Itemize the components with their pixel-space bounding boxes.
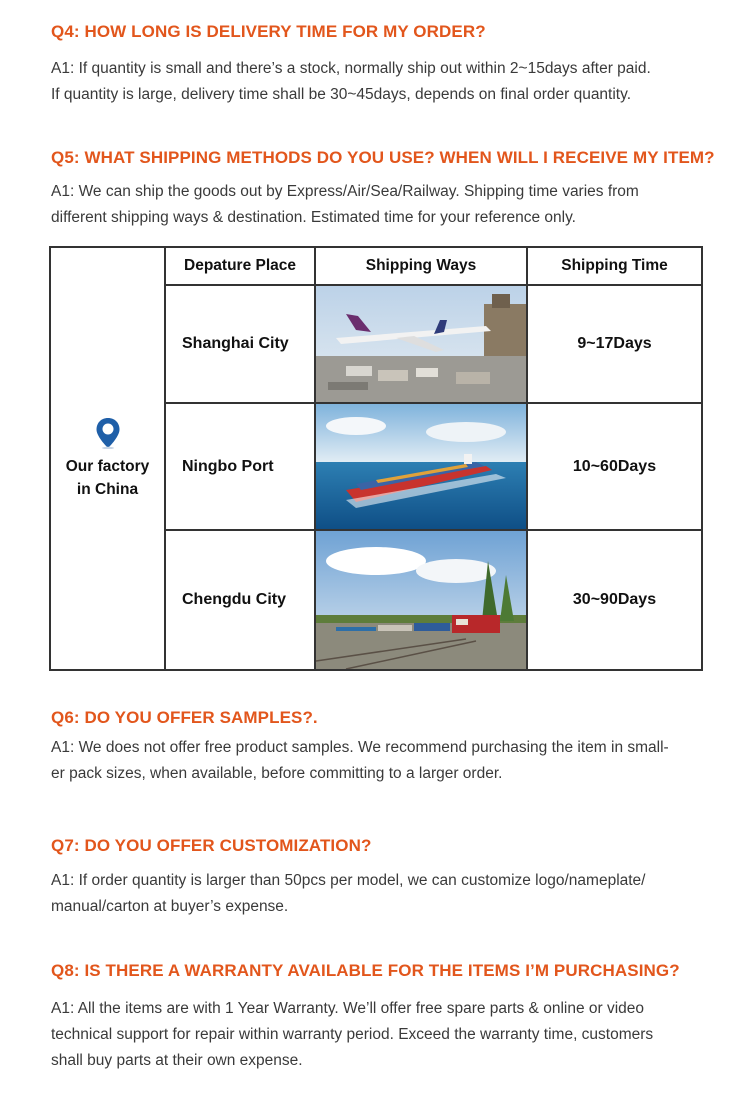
answer-line: If quantity is large, delivery time shall be 30~45days, depends on final order quantity. [51, 86, 632, 103]
location-pin-icon [95, 417, 121, 449]
shipping-table [49, 246, 703, 671]
cargo-ship-photo [315, 403, 527, 530]
row-time: 9~17Days [527, 285, 702, 403]
row-time: 30~90Days [527, 530, 702, 670]
answer-line: A1: If quantity is small and there’s a stock, normally ship out within 2~15days after paid. [51, 60, 651, 77]
freight-train-photo [315, 530, 527, 670]
answer-line: shall buy parts at their own expense. [51, 1052, 303, 1069]
answer-line: manual/carton at buyer’s expense. [51, 898, 289, 915]
answer-line: A1: All the items are with 1 Year Warranty. We’ll offer free spare parts & online or video [51, 1000, 645, 1017]
faq-question-q7: Q7: DO YOU OFFER CUSTOMIZATION? [51, 836, 372, 855]
faq-question-q8: Q8: IS THERE A WARRANTY AVAILABLE FOR THE ITEMS I’M PURCHASING? [51, 961, 680, 980]
origin-label-sub: in China [76, 480, 139, 498]
freight-train-image [316, 531, 526, 669]
faq-answer-q7 [51, 868, 721, 920]
faq-question-q4: Q4: HOW LONG IS DELIVERY TIME FOR MY ORDER? [51, 22, 486, 41]
faq-question-q5: Q5: WHAT SHIPPING METHODS DO YOU USE? WHEN WILL I RECEIVE MY ITEM? [51, 148, 715, 167]
answer-line: A1: We can ship the goods out by Express/Air/Sea/Railway. Shipping time varies from [51, 183, 639, 200]
header-shipping-ways: Shipping Ways [315, 247, 527, 285]
header-shipping-time: Shipping Time [527, 247, 702, 285]
faq-answer-q5 [51, 179, 721, 231]
faq-answer-q8 [51, 996, 721, 1074]
answer-line: different shipping ways & destination. Estimated time for your reference only. [51, 209, 576, 226]
row-time: 10~60Days [527, 403, 702, 530]
row-place: Shanghai City [165, 285, 315, 403]
answer-line: technical support for repair within warranty period. Exceed the warranty time, customers [51, 1026, 654, 1043]
airplane-photo [315, 285, 527, 403]
cargo-ship-image [316, 404, 526, 529]
row-place: Ningbo Port [165, 403, 315, 530]
origin-label: Our factory [65, 457, 150, 475]
answer-line: A1: We does not offer free product samples. We recommend purchasing the item in small- [51, 739, 669, 756]
row-place: Chengdu City [165, 530, 315, 670]
table-header-row [50, 247, 702, 285]
faq-question-q6: Q6: DO YOU OFFER SAMPLES?. [51, 708, 318, 727]
header-departure-place: Depature Place [165, 247, 315, 285]
faq-answer-q4 [51, 56, 721, 108]
faq-answer-q6 [51, 735, 721, 787]
origin-cell [50, 247, 165, 670]
answer-line: A1: If order quantity is larger than 50pcs per model, we can customize logo/nameplate/ [51, 872, 646, 889]
airplane-image [316, 286, 526, 402]
answer-line: er pack sizes, when available, before committing to a larger order. [51, 765, 503, 782]
